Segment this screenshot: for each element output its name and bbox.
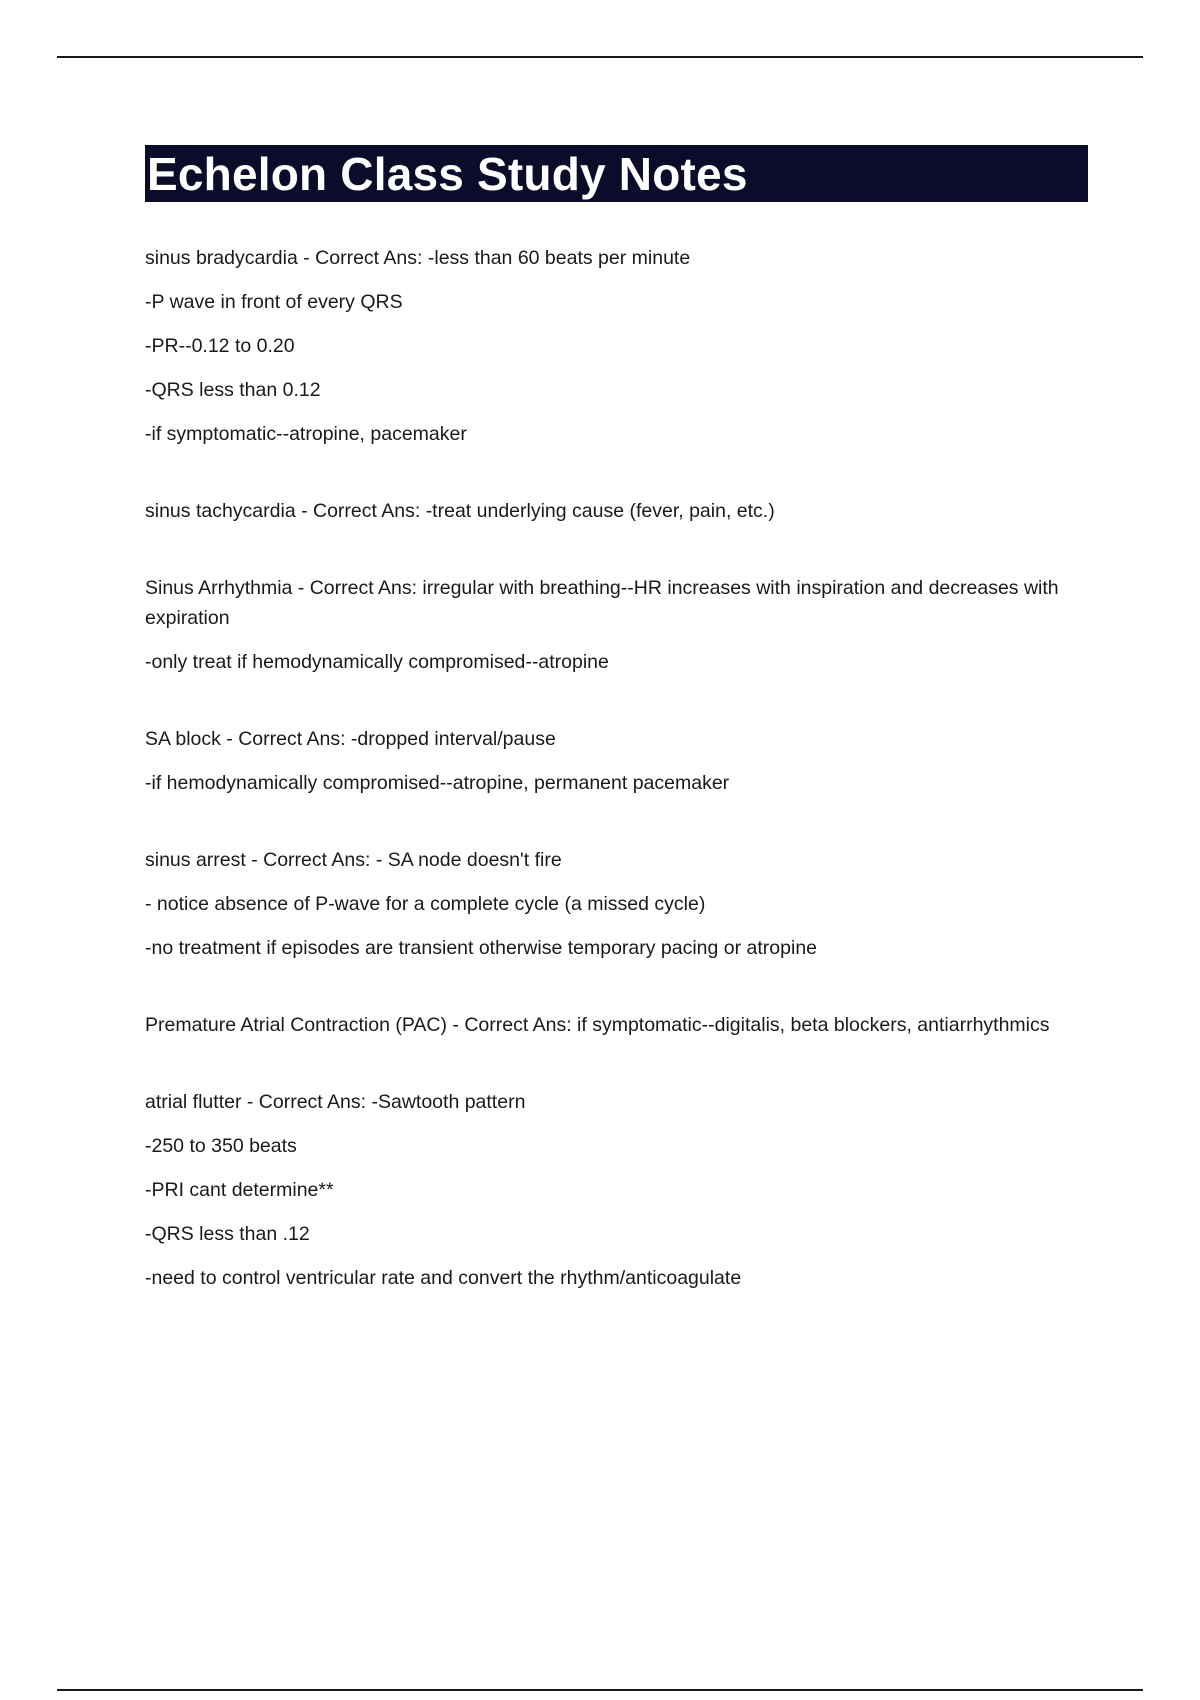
note-line: sinus bradycardia - Correct Ans: -less than 60 beats per minute: [145, 247, 691, 269]
note-line: -only treat if hemodynamically compromised--atropine: [145, 651, 609, 673]
note-line: -need to control ventricular rate and convert the rhythm/anticoagulate: [145, 1267, 742, 1289]
note-line: sinus arrest - Correct Ans: - SA node doesn't fire: [145, 849, 562, 871]
header-rule: [57, 56, 1143, 58]
notes-content: [145, 243, 1088, 1340]
note-line: Sinus Arrhythmia - Correct Ans: irregular with breathing--HR increases with inspiration and decreases with expiration: [145, 577, 1059, 629]
note-line: -QRS less than .12: [145, 1223, 310, 1245]
note-entry: [145, 573, 1088, 677]
note-line: - notice absence of P-wave for a complete cycle (a missed cycle): [145, 893, 706, 915]
note-entry: [145, 845, 1088, 963]
note-line: Premature Atrial Contraction (PAC) - Correct Ans: if symptomatic--digitalis, beta blockers, antiarrhythmics: [145, 1014, 1050, 1036]
note-line: -no treatment if episodes are transient otherwise temporary pacing or atropine: [145, 937, 818, 959]
note-line: -PR--0.12 to 0.20: [145, 335, 295, 357]
note-entry: [145, 724, 1088, 798]
note-entry: [145, 496, 1088, 526]
note-entry: [145, 243, 1088, 449]
footer-rule: [57, 1689, 1143, 1691]
note-line: -P wave in front of every QRS: [145, 291, 403, 313]
note-entry: [145, 1010, 1088, 1040]
note-line: atrial flutter - Correct Ans: -Sawtooth pattern: [145, 1091, 526, 1113]
note-line: sinus tachycardia - Correct Ans: -treat underlying cause (fever, pain, etc.): [145, 500, 775, 522]
note-line: -if symptomatic--atropine, pacemaker: [145, 423, 467, 445]
note-line: -250 to 350 beats: [145, 1135, 297, 1157]
note-line: SA block - Correct Ans: -dropped interval/pause: [145, 728, 556, 750]
page-title: Echelon Class Study Notes: [147, 147, 748, 200]
note-line: -if hemodynamically compromised--atropine, permanent pacemaker: [145, 772, 730, 794]
note-line: -QRS less than 0.12: [145, 379, 321, 401]
note-entry: [145, 1087, 1088, 1293]
title-banner: [145, 145, 1088, 202]
note-line: -PRI cant determine**: [145, 1179, 334, 1201]
